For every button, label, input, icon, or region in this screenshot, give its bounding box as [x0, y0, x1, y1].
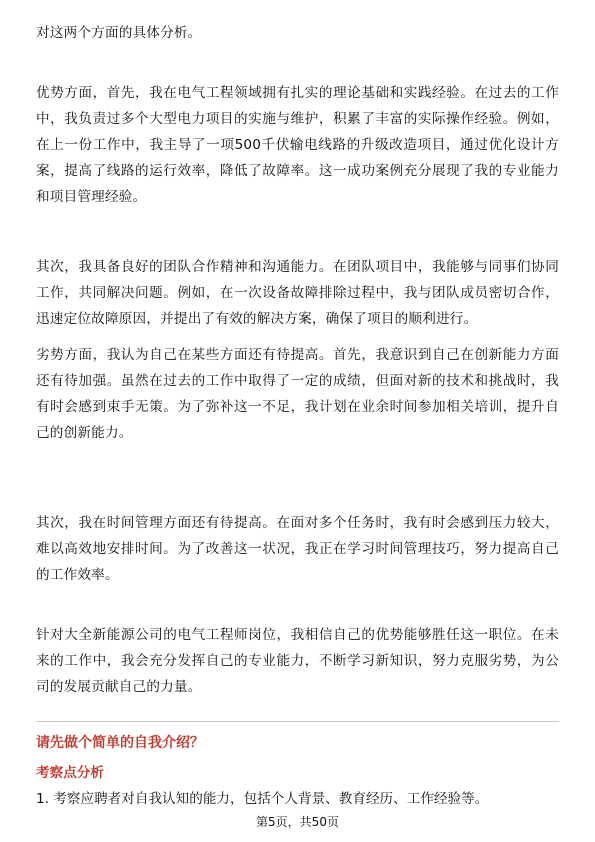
paragraph-strength-1: 优势方面，首先，我在电气工程领域拥有扎实的理论基础和实践经验。在过去的工作中，我负责过多个大型电力项目的实施与维护，积累了丰富的实际操作经验。例如，在上一份工作中，我主导了一项500千伏输电线路的升级改造项目，通过优化设计方案，提高了线路的运行效率，降低了故障率。这一成功案例充分展现了我的专业能力和项目管理经验。	[36, 85, 559, 205]
page-number: 第5页，共50页	[256, 815, 339, 829]
paragraph-weakness-1: 劣势方面，我认为自己在某些方面还有待提高。首先，我意识到自己在创新能力方面还有待加强。虽然在过去的工作中取得了一定的成绩，但面对新的技术和挑战时，我有时会感到束手无策。为了弥补这一不足，我计划在业余时间参加相关培训，提升自己的创新能力。	[36, 347, 559, 441]
analysis-heading: 考察点分析	[36, 765, 104, 781]
paragraph-intro: 对这两个方面的具体分析。	[36, 25, 202, 41]
section-divider	[36, 721, 559, 722]
paragraph-weakness-2: 其次，我在时间管理方面还有待提高。在面对多个任务时，我有时会感到压力较大，难以高效地安排时间。为了改善这一状况，我正在学习时间管理技巧，努力提高自己的工作效率。	[36, 515, 559, 583]
analysis-point: 1. 考察应聘者对自我认知的能力，包括个人背景、教育经历、工作经验等。	[36, 791, 489, 807]
paragraph-conclusion: 针对大全新能源公司的电气工程师岗位，我相信自己的优势能够胜任这一职位。在未来的工作中，我会充分发挥自己的专业能力，不断学习新知识，努力克服劣势，为公司的发展贡献自己的力量。	[36, 627, 559, 695]
paragraph-strength-2: 其次，我具备良好的团队合作精神和沟通能力。在团队项目中，我能够与同事们协同工作，共同解决问题。例如，在一次设备故障排除过程中，我与团队成员密切合作，迅速定位故障原因，并提出了有效的解决方案，确保了项目的顺利进行。	[36, 259, 559, 327]
question-title: 请先做个简单的自我介绍？	[36, 735, 204, 751]
